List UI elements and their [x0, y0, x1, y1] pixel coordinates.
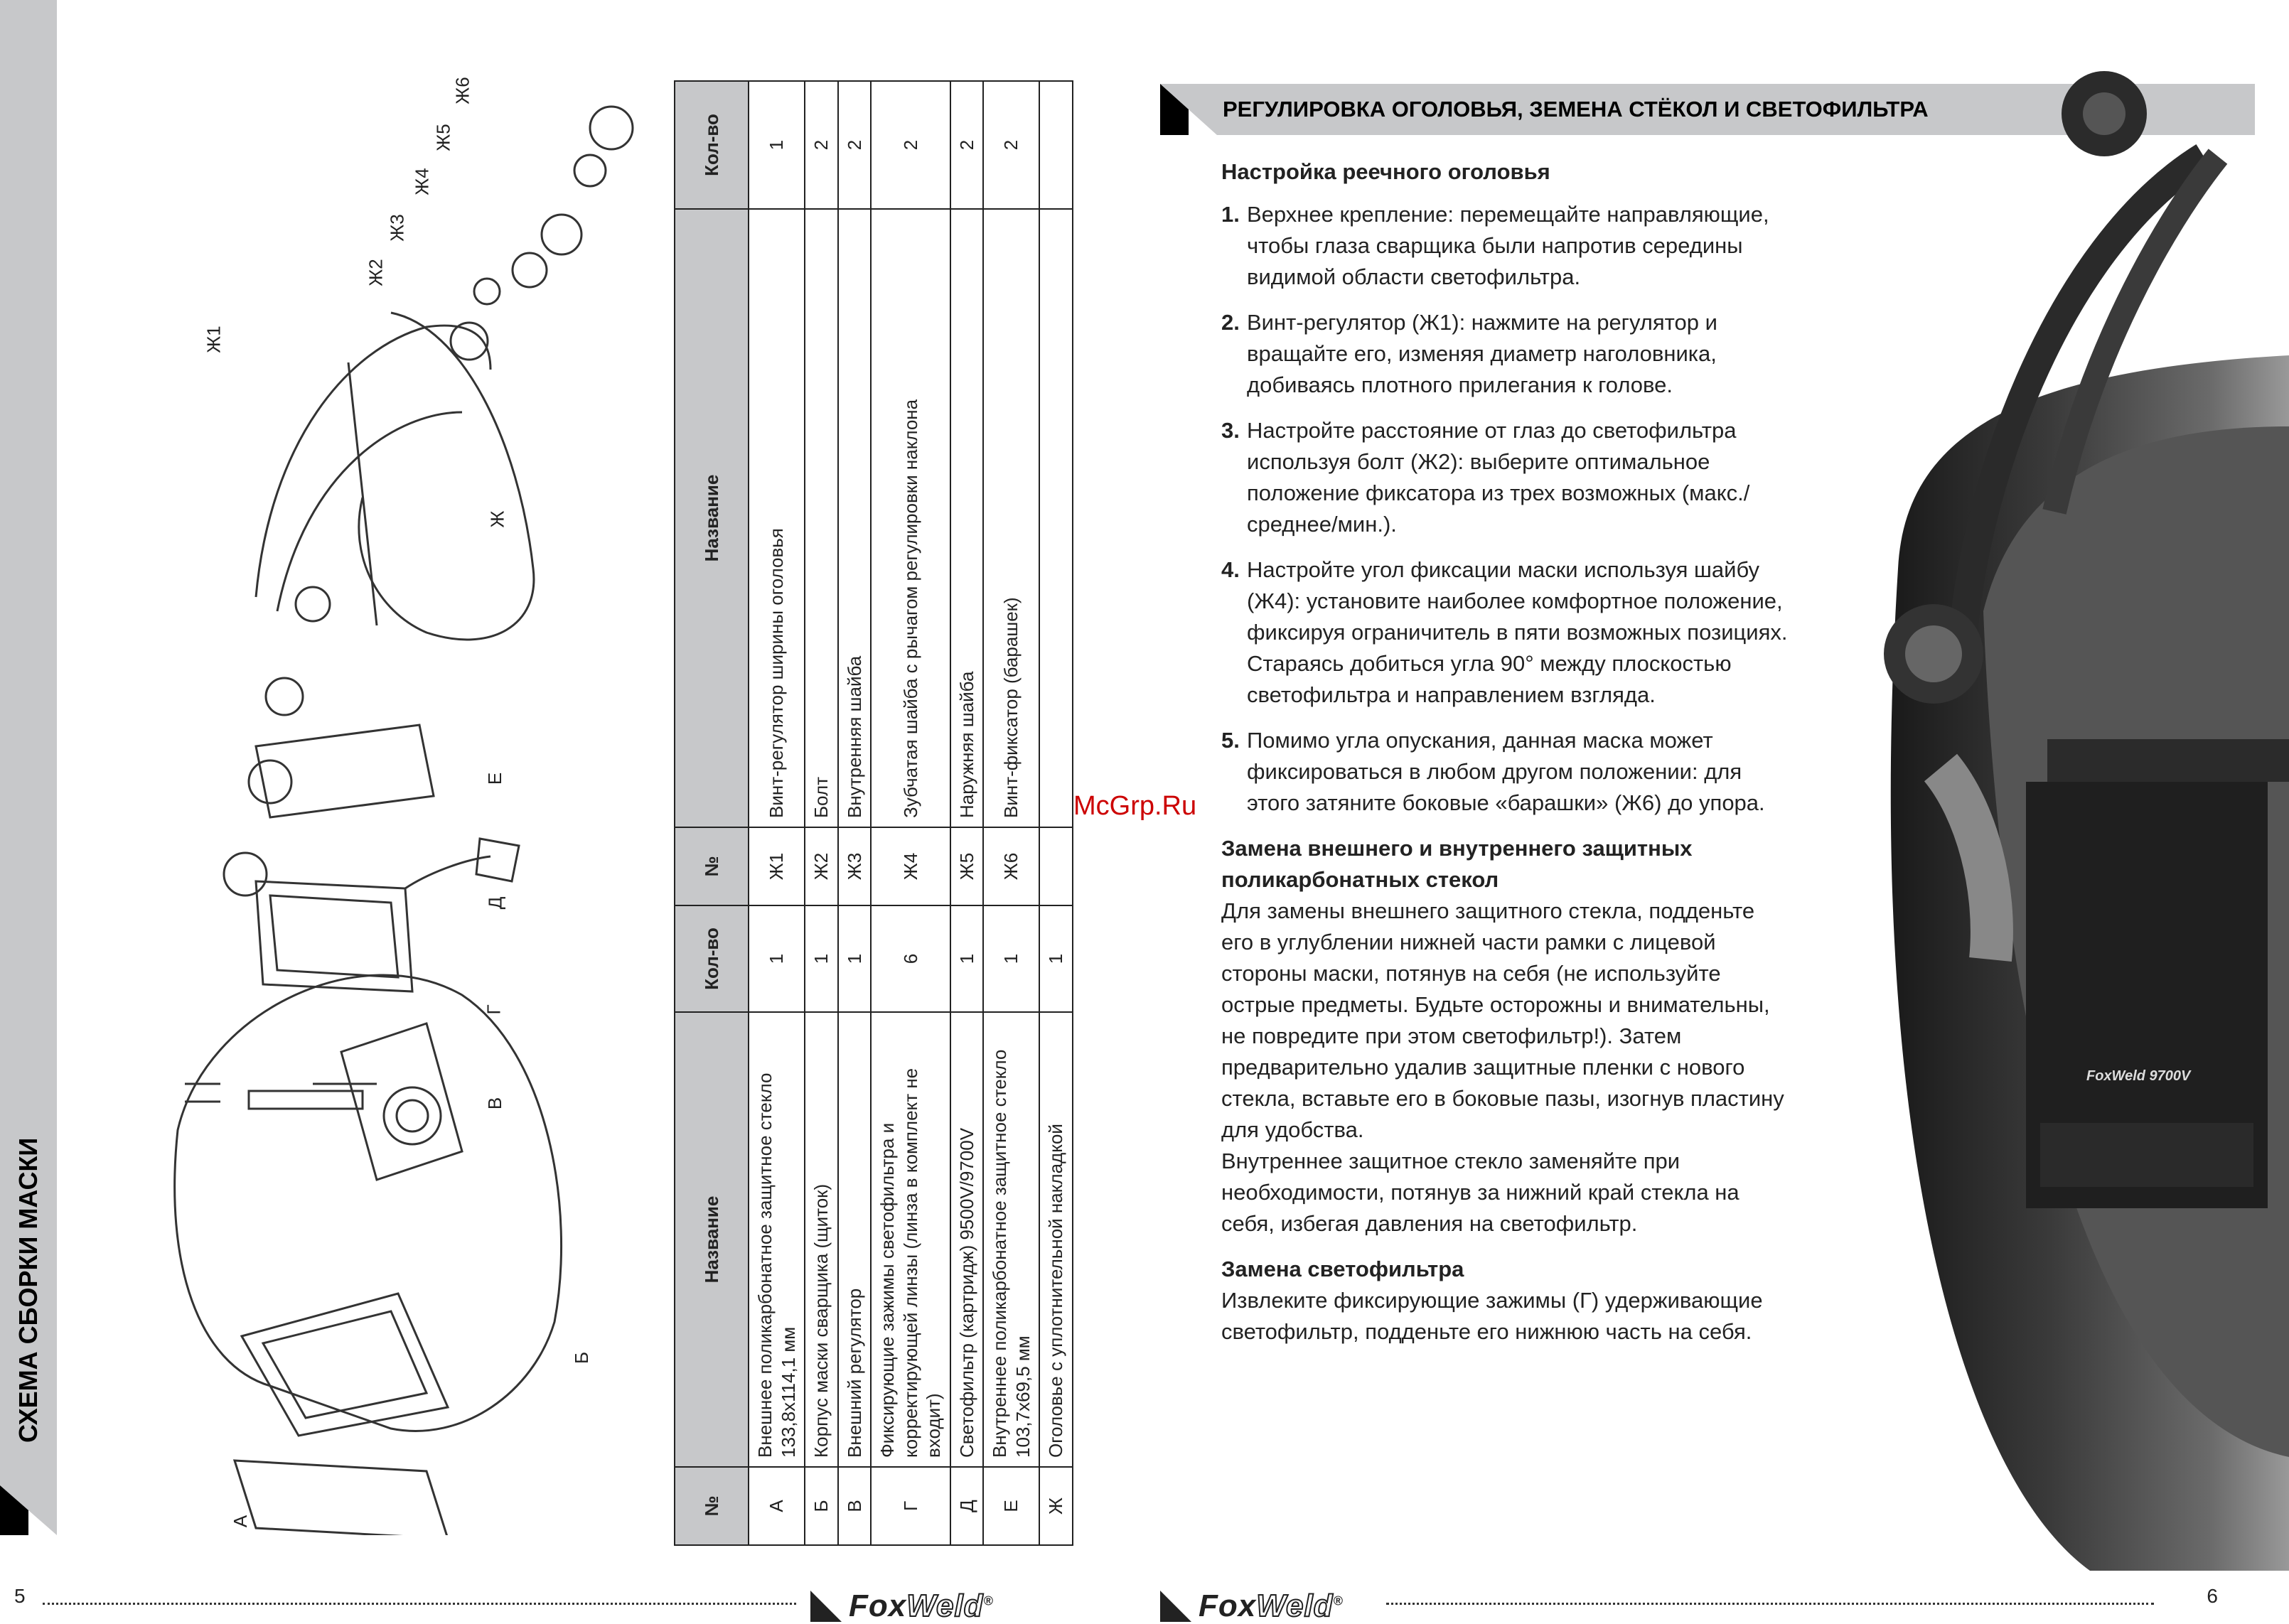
- table-cell: Е: [983, 1467, 1039, 1545]
- table-cell: [1039, 209, 1073, 827]
- table-cell: 1: [838, 905, 872, 1012]
- label-zh2: Ж2: [365, 259, 387, 286]
- label-b: Б: [571, 1351, 593, 1365]
- steps-list: [1221, 199, 1790, 819]
- list-item: 1. Верхнее крепление: перемещайте направляющие, чтобы глаза сварщика были напротив середины видимой области светофильтра.: [1221, 202, 1769, 289]
- section2-paragraph-1: Для замены внешнего защитного стекла, подденьте его в углублении нижней части рамки с лицевой стороны маски, потянув на себя (не используйте острые предметы. Будьте осторожны и внимательны, не повредите при этом светофильтр!). Затем предварительно удалив защитные пленки с нового стекла, вставьте его в боковые пазы, изогнув пластину для удобства.: [1221, 898, 1784, 1142]
- table-cell: Светофильтр (картридж) 9500V/9700V: [950, 1012, 984, 1467]
- part-zh-headband: [256, 326, 490, 597]
- section2-title: Замена внешнего и внутреннего защитных поликарбонатных стекол: [1221, 836, 1693, 892]
- table-cell: 2: [950, 81, 984, 209]
- table-cell: В: [838, 1467, 872, 1545]
- cartridge-label: FoxWeld 9700V: [2086, 1068, 2191, 1084]
- part-v-knob: [384, 1087, 441, 1144]
- part-a-glass: [235, 1461, 448, 1535]
- table-cell: Ж2: [805, 827, 838, 905]
- label-zh6: Ж6: [451, 77, 473, 104]
- side-title: СХЕМА СБОРКИ МАСКИ: [14, 1137, 43, 1443]
- table-cell: 1: [749, 905, 805, 1012]
- table-cell: Винт-регулятор ширины оголовья: [749, 209, 805, 827]
- label-zh5: Ж5: [432, 124, 454, 151]
- table-row: [983, 81, 1039, 1545]
- col-qty: Кол-во: [675, 905, 749, 1012]
- parts-table-wrapper: [674, 82, 1066, 1546]
- table-cell: Б: [805, 1467, 838, 1545]
- list-item: 3. Настройте расстояние от глаз до светофильтра используя болт (Ж2): выберите оптимальное положение фиксатора из трех возможных (макс./среднее/мин.).: [1221, 418, 1750, 537]
- table-cell: Внутреннее поликарбонатное защитное стекло 103,7x69,5 мм: [983, 1012, 1039, 1467]
- watermark: McGrp.Ru: [1073, 791, 1197, 821]
- col-num-2: №: [675, 827, 749, 905]
- table-cell: Внутренняя шайба: [838, 209, 872, 827]
- section3-title: Замена светофильтра: [1221, 1257, 1464, 1281]
- label-v: В: [484, 1097, 506, 1110]
- table-cell: Болт: [805, 209, 838, 827]
- header-corner-mark: [1160, 84, 1217, 135]
- helmet-photo: [1820, 71, 2289, 1571]
- table-row: [838, 81, 872, 1545]
- table-cell: 1: [950, 905, 984, 1012]
- list-item: 5. Помимо угла опускания, данная маска может фиксироваться в любом другом положении: для этого затяните боковые «барашки» (Ж6) до упора.: [1221, 728, 1765, 815]
- table-cell: 6: [871, 905, 950, 1012]
- table-cell: Наружняя шайба: [950, 209, 984, 827]
- part-e-glass: [256, 725, 434, 817]
- label-zh4: Ж4: [411, 168, 433, 195]
- table-cell: Зубчатая шайба с рычагом регулировки наклона: [871, 209, 950, 827]
- table-cell: 1: [983, 905, 1039, 1012]
- logo-text: FoxWeld®: [849, 1588, 994, 1623]
- table-cell: Внешнее поликарбонатное защитное стекло 133,8x114,1 мм: [749, 1012, 805, 1467]
- table-cell: Оголовье с уплотнительной накладкой: [1039, 1012, 1073, 1467]
- table-row: [950, 81, 984, 1545]
- table-cell: [1039, 81, 1073, 209]
- label-zh3: Ж3: [386, 214, 408, 242]
- table-cell: Ж3: [838, 827, 872, 905]
- strip-corner-mark: [0, 1485, 57, 1535]
- logo-text: FoxWeld®: [1199, 1588, 1344, 1623]
- label-zh: Ж: [486, 510, 508, 528]
- section2-paragraph-2: Внутреннее защитное стекло заменяйте при необходимости, потянув за нижний край стекла на себя, избегая давления на светофильтр.: [1221, 1149, 1739, 1236]
- left-page: [0, 0, 1137, 1623]
- table-cell: Ж6: [983, 827, 1039, 905]
- table-row: [1039, 81, 1073, 1545]
- table-cell: Д: [950, 1467, 984, 1545]
- section3-paragraph: Извлеките фиксирующие зажимы (Г) удерживающие светофильтр, подденьте его нижнюю часть на себя.: [1221, 1288, 1763, 1344]
- table-cell: 1: [749, 81, 805, 209]
- table-row: [805, 81, 838, 1545]
- logo-mark-icon: [810, 1591, 842, 1622]
- table-cell: Ж4: [871, 827, 950, 905]
- table-cell: 1: [805, 905, 838, 1012]
- table-cell: 2: [838, 81, 872, 209]
- instructions-content: [1221, 156, 1790, 1348]
- table-cell: Фиксирующие зажимы светофильтра и корректирующей линзы (линза в комплект не входит): [871, 1012, 950, 1467]
- table-cell: 1: [1039, 905, 1073, 1012]
- table-header-row: [675, 81, 749, 1545]
- table-row: [749, 81, 805, 1545]
- page-number-right: 6: [2207, 1585, 2218, 1607]
- label-g: Г: [483, 1004, 505, 1015]
- table-cell: [1039, 827, 1073, 905]
- col-num: №: [675, 1467, 749, 1545]
- section-header-title: РЕГУЛИРОВКА ОГОЛОВЬЯ, ЗЕМЕНА СТЁКОЛ И СВЕТОФИЛЬТРА: [1223, 97, 1929, 122]
- table-cell: 2: [871, 81, 950, 209]
- label-e: Е: [484, 772, 506, 785]
- foxweld-logo-left: [810, 1588, 994, 1624]
- table-cell: Корпус маски сварщика (щиток): [805, 1012, 838, 1467]
- table-cell: Г: [871, 1467, 950, 1545]
- parts-table: [674, 80, 1073, 1546]
- col-name: Название: [675, 1012, 749, 1467]
- page-number-left: 5: [14, 1585, 26, 1607]
- table-cell: Ж5: [950, 827, 984, 905]
- table-cell: 2: [983, 81, 1039, 209]
- table-cell: 2: [805, 81, 838, 209]
- footer-dots-right: [1386, 1603, 2154, 1605]
- label-zh1: Ж1: [203, 326, 225, 353]
- table-cell: Внешний регулятор: [838, 1012, 872, 1467]
- list-item: 4. Настройте угол фиксации маски используя шайбу (Ж4): установите наиболее комфортное положение, фиксируя ограничитель в пяти возможных позициях. Стараясь добиться угла 90° между плоскостью светофильтра и направлением взгляда.: [1221, 557, 1788, 707]
- table-cell: А: [749, 1467, 805, 1545]
- label-d: Д: [484, 896, 506, 910]
- logo-mark-icon: [1160, 1591, 1191, 1622]
- section1-title: Настройка реечного оголовья: [1221, 159, 1550, 184]
- col-name-2: Название: [675, 209, 749, 827]
- label-a: А: [230, 1515, 252, 1528]
- table-cell: Ж1: [749, 827, 805, 905]
- table-row: [871, 81, 950, 1545]
- footer-dots-left: [43, 1603, 796, 1605]
- table-cell: Ж: [1039, 1467, 1073, 1545]
- table-cell: Винт-фиксатор (барашек): [983, 209, 1039, 827]
- col-qty-2: Кол-во: [675, 81, 749, 209]
- list-item: 2. Винт-регулятор (Ж1): нажмите на регулятор и вращайте его, изменяя диаметр наголовника, добиваясь плотного прилегания к голове.: [1221, 310, 1717, 397]
- foxweld-logo-right: [1160, 1588, 1344, 1624]
